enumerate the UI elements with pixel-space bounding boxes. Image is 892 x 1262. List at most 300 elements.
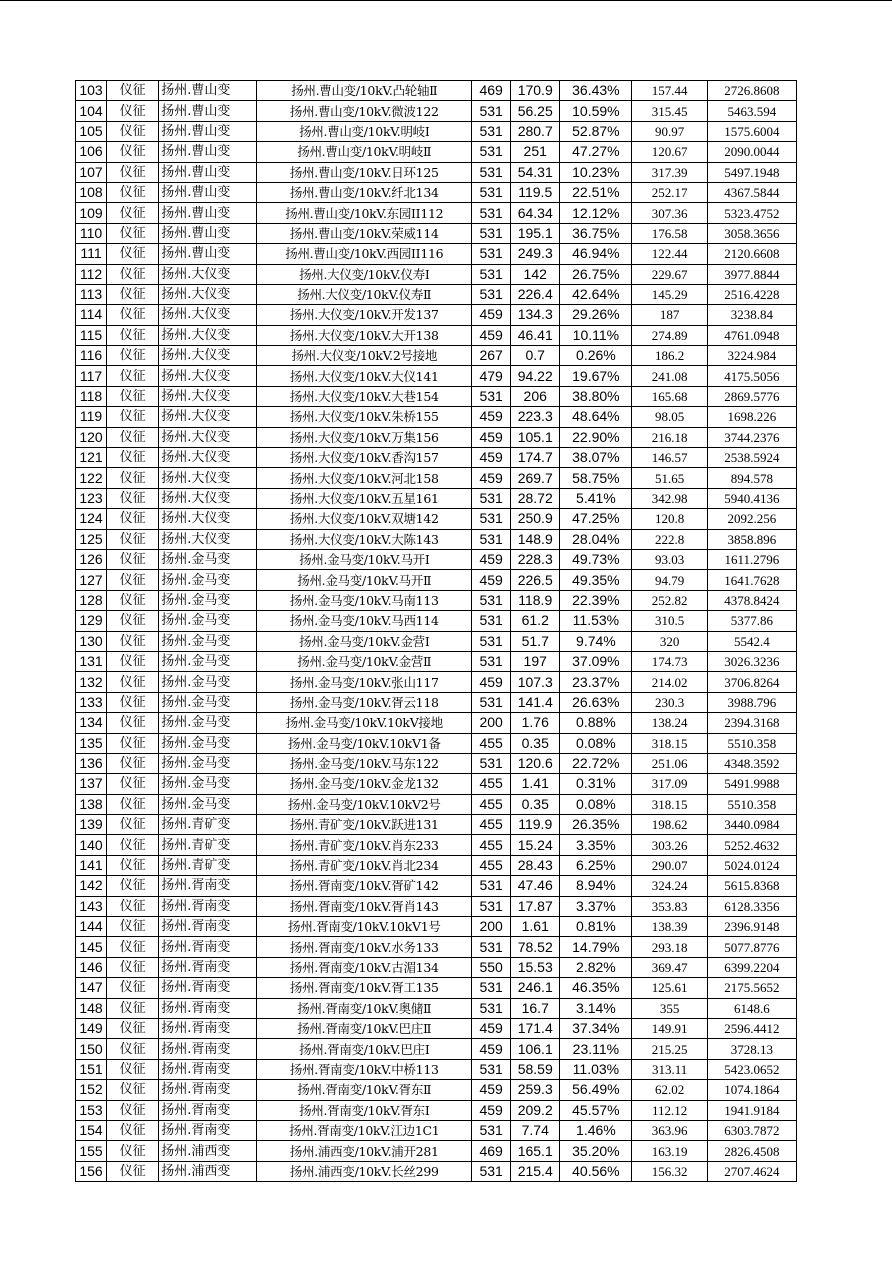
load-rate-cell: 2.82% bbox=[560, 957, 632, 977]
row-number-cell: 139 bbox=[76, 815, 107, 835]
table-row bbox=[76, 1120, 797, 1140]
capacity-cell: 455 bbox=[472, 855, 511, 875]
load-cell: 64.34 bbox=[511, 203, 560, 223]
substation-cell: 扬州.曹山变 bbox=[159, 81, 257, 101]
substation-cell: 扬州.胥南变 bbox=[159, 1059, 257, 1079]
remaining-kva-cell: 4175.5056 bbox=[707, 366, 796, 386]
county-cell: 仪征 bbox=[107, 264, 159, 284]
capacity-cell: 531 bbox=[472, 162, 511, 182]
capacity-cell: 531 bbox=[472, 611, 511, 631]
table-row bbox=[76, 957, 797, 977]
substation-cell: 扬州.金马变 bbox=[159, 753, 257, 773]
table-row bbox=[76, 305, 797, 325]
county-cell: 仪征 bbox=[107, 611, 159, 631]
row-number-cell: 106 bbox=[76, 142, 107, 162]
table-row bbox=[76, 1161, 797, 1181]
table-row bbox=[76, 1100, 797, 1120]
feeder-line-cell: 扬州.胥南变/10kV.胥东Ⅰ bbox=[257, 1100, 472, 1120]
remaining-kva-cell: 2090.0044 bbox=[707, 142, 796, 162]
feeder-line-cell: 扬州.胥南变/10kV.巴庄Ⅱ bbox=[257, 1018, 472, 1038]
load-rate-cell: 22.39% bbox=[560, 590, 632, 610]
row-number-cell: 116 bbox=[76, 346, 107, 366]
remaining-capacity-cell: 324.24 bbox=[632, 876, 707, 896]
table-row bbox=[76, 1039, 797, 1059]
feeder-line-cell: 扬州.浦西变/10kV.长丝299 bbox=[257, 1161, 472, 1181]
county-cell: 仪征 bbox=[107, 876, 159, 896]
row-number-cell: 115 bbox=[76, 325, 107, 345]
remaining-capacity-cell: 363.96 bbox=[632, 1120, 707, 1140]
load-rate-cell: 26.63% bbox=[560, 692, 632, 712]
feeder-line-cell: 扬州.金马变/10kV.金营Ⅰ bbox=[257, 631, 472, 651]
load-rate-cell: 10.11% bbox=[560, 325, 632, 345]
load-rate-cell: 40.56% bbox=[560, 1161, 632, 1181]
row-number-cell: 122 bbox=[76, 468, 107, 488]
substation-cell: 扬州.大仪变 bbox=[159, 264, 257, 284]
feeder-line-cell: 扬州.曹山变/10kV.东园II112 bbox=[257, 203, 472, 223]
substation-cell: 扬州.大仪变 bbox=[159, 407, 257, 427]
row-number-cell: 146 bbox=[76, 957, 107, 977]
capacity-cell: 531 bbox=[472, 998, 511, 1018]
feeder-load-table bbox=[75, 80, 797, 1182]
remaining-capacity-cell: 317.39 bbox=[632, 162, 707, 182]
load-cell: 28.72 bbox=[511, 488, 560, 508]
load-rate-cell: 22.72% bbox=[560, 753, 632, 773]
remaining-kva-cell: 2538.5924 bbox=[707, 448, 796, 468]
remaining-kva-cell: 3026.3236 bbox=[707, 651, 796, 671]
substation-cell: 扬州.大仪变 bbox=[159, 529, 257, 549]
substation-cell: 扬州.大仪变 bbox=[159, 346, 257, 366]
table-row bbox=[76, 835, 797, 855]
county-cell: 仪征 bbox=[107, 162, 159, 182]
row-number-cell: 135 bbox=[76, 733, 107, 753]
capacity-cell: 455 bbox=[472, 733, 511, 753]
remaining-capacity-cell: 216.18 bbox=[632, 427, 707, 447]
substation-cell: 扬州.大仪变 bbox=[159, 386, 257, 406]
load-cell: 206 bbox=[511, 386, 560, 406]
substation-cell: 扬州.青矿变 bbox=[159, 835, 257, 855]
row-number-cell: 128 bbox=[76, 590, 107, 610]
table-row bbox=[76, 529, 797, 549]
county-cell: 仪征 bbox=[107, 774, 159, 794]
capacity-cell: 455 bbox=[472, 794, 511, 814]
load-rate-cell: 0.26% bbox=[560, 346, 632, 366]
load-cell: 15.24 bbox=[511, 835, 560, 855]
substation-cell: 扬州.曹山变 bbox=[159, 223, 257, 243]
row-number-cell: 141 bbox=[76, 855, 107, 875]
load-rate-cell: 36.43% bbox=[560, 81, 632, 101]
remaining-kva-cell: 5323.4752 bbox=[707, 203, 796, 223]
load-rate-cell: 47.25% bbox=[560, 509, 632, 529]
capacity-cell: 459 bbox=[472, 1080, 511, 1100]
row-number-cell: 104 bbox=[76, 101, 107, 121]
substation-cell: 扬州.曹山变 bbox=[159, 101, 257, 121]
load-cell: 28.43 bbox=[511, 855, 560, 875]
remaining-kva-cell: 3224.984 bbox=[707, 346, 796, 366]
county-cell: 仪征 bbox=[107, 937, 159, 957]
county-cell: 仪征 bbox=[107, 590, 159, 610]
remaining-capacity-cell: 293.18 bbox=[632, 937, 707, 957]
feeder-line-cell: 扬州.大仪变/10kV.大巷154 bbox=[257, 386, 472, 406]
substation-cell: 扬州.曹山变 bbox=[159, 203, 257, 223]
load-rate-cell: 3.37% bbox=[560, 896, 632, 916]
row-number-cell: 117 bbox=[76, 366, 107, 386]
table-row bbox=[76, 142, 797, 162]
remaining-kva-cell: 2596.4412 bbox=[707, 1018, 796, 1038]
table-row bbox=[76, 407, 797, 427]
capacity-cell: 531 bbox=[472, 631, 511, 651]
remaining-kva-cell: 4761.0948 bbox=[707, 325, 796, 345]
capacity-cell: 469 bbox=[472, 1141, 511, 1161]
load-rate-cell: 6.25% bbox=[560, 855, 632, 875]
table-row bbox=[76, 937, 797, 957]
feeder-line-cell: 扬州.大仪变/10kV.双塘142 bbox=[257, 509, 472, 529]
remaining-capacity-cell: 252.17 bbox=[632, 182, 707, 202]
remaining-kva-cell: 5463.594 bbox=[707, 101, 796, 121]
load-cell: 280.7 bbox=[511, 121, 560, 141]
capacity-cell: 531 bbox=[472, 386, 511, 406]
feeder-line-cell: 扬州.胥南变/10kV.胥矿142 bbox=[257, 876, 472, 896]
load-rate-cell: 47.27% bbox=[560, 142, 632, 162]
remaining-kva-cell: 2726.8608 bbox=[707, 81, 796, 101]
row-number-cell: 119 bbox=[76, 407, 107, 427]
load-rate-cell: 0.88% bbox=[560, 713, 632, 733]
county-cell: 仪征 bbox=[107, 1161, 159, 1181]
load-cell: 246.1 bbox=[511, 978, 560, 998]
substation-cell: 扬州.大仪变 bbox=[159, 488, 257, 508]
table-row bbox=[76, 631, 797, 651]
load-cell: 209.2 bbox=[511, 1100, 560, 1120]
county-cell: 仪征 bbox=[107, 488, 159, 508]
remaining-capacity-cell: 315.45 bbox=[632, 101, 707, 121]
county-cell: 仪征 bbox=[107, 794, 159, 814]
load-rate-cell: 22.51% bbox=[560, 182, 632, 202]
substation-cell: 扬州.大仪变 bbox=[159, 305, 257, 325]
load-cell: 141.4 bbox=[511, 692, 560, 712]
table-row bbox=[76, 121, 797, 141]
load-rate-cell: 0.08% bbox=[560, 733, 632, 753]
load-rate-cell: 46.94% bbox=[560, 244, 632, 264]
row-number-cell: 144 bbox=[76, 917, 107, 937]
capacity-cell: 531 bbox=[472, 753, 511, 773]
substation-cell: 扬州.胥南变 bbox=[159, 1080, 257, 1100]
remaining-kva-cell: 1575.6004 bbox=[707, 121, 796, 141]
county-cell: 仪征 bbox=[107, 896, 159, 916]
load-cell: 58.59 bbox=[511, 1059, 560, 1079]
substation-cell: 扬州.金马变 bbox=[159, 713, 257, 733]
substation-cell: 扬州.胥南变 bbox=[159, 1039, 257, 1059]
remaining-kva-cell: 3728.13 bbox=[707, 1039, 796, 1059]
feeder-line-cell: 扬州.大仪变/10kV.五星161 bbox=[257, 488, 472, 508]
remaining-capacity-cell: 229.67 bbox=[632, 264, 707, 284]
remaining-capacity-cell: 274.89 bbox=[632, 325, 707, 345]
remaining-kva-cell: 5940.4136 bbox=[707, 488, 796, 508]
remaining-capacity-cell: 125.61 bbox=[632, 978, 707, 998]
substation-cell: 扬州.浦西变 bbox=[159, 1141, 257, 1161]
capacity-cell: 459 bbox=[472, 448, 511, 468]
row-number-cell: 127 bbox=[76, 570, 107, 590]
table-row bbox=[76, 468, 797, 488]
substation-cell: 扬州.曹山变 bbox=[159, 182, 257, 202]
county-cell: 仪征 bbox=[107, 1018, 159, 1038]
remaining-capacity-cell: 215.25 bbox=[632, 1039, 707, 1059]
page-top-rule bbox=[0, 0, 892, 1]
feeder-line-cell: 扬州.金马变/10kV.金营Ⅱ bbox=[257, 651, 472, 671]
remaining-capacity-cell: 138.24 bbox=[632, 713, 707, 733]
load-cell: 7.74 bbox=[511, 1120, 560, 1140]
table-row bbox=[76, 692, 797, 712]
remaining-kva-cell: 1941.9184 bbox=[707, 1100, 796, 1120]
table-row bbox=[76, 815, 797, 835]
remaining-capacity-cell: 174.73 bbox=[632, 651, 707, 671]
load-cell: 165.1 bbox=[511, 1141, 560, 1161]
load-rate-cell: 5.41% bbox=[560, 488, 632, 508]
row-number-cell: 105 bbox=[76, 121, 107, 141]
table-row bbox=[76, 509, 797, 529]
table-row bbox=[76, 917, 797, 937]
capacity-cell: 531 bbox=[472, 284, 511, 304]
load-cell: 215.4 bbox=[511, 1161, 560, 1181]
remaining-kva-cell: 4367.5844 bbox=[707, 182, 796, 202]
capacity-cell: 531 bbox=[472, 529, 511, 549]
table-row bbox=[76, 896, 797, 916]
load-cell: 54.31 bbox=[511, 162, 560, 182]
capacity-cell: 531 bbox=[472, 1161, 511, 1181]
county-cell: 仪征 bbox=[107, 81, 159, 101]
remaining-capacity-cell: 51.65 bbox=[632, 468, 707, 488]
substation-cell: 扬州.曹山变 bbox=[159, 162, 257, 182]
remaining-kva-cell: 5497.1948 bbox=[707, 162, 796, 182]
county-cell: 仪征 bbox=[107, 305, 159, 325]
table-row bbox=[76, 998, 797, 1018]
capacity-cell: 531 bbox=[472, 590, 511, 610]
substation-cell: 扬州.金马变 bbox=[159, 733, 257, 753]
county-cell: 仪征 bbox=[107, 182, 159, 202]
county-cell: 仪征 bbox=[107, 244, 159, 264]
county-cell: 仪征 bbox=[107, 529, 159, 549]
remaining-kva-cell: 2175.5652 bbox=[707, 978, 796, 998]
load-cell: 170.9 bbox=[511, 81, 560, 101]
load-cell: 0.7 bbox=[511, 346, 560, 366]
row-number-cell: 113 bbox=[76, 284, 107, 304]
load-cell: 226.4 bbox=[511, 284, 560, 304]
substation-cell: 扬州.大仪变 bbox=[159, 509, 257, 529]
county-cell: 仪征 bbox=[107, 142, 159, 162]
capacity-cell: 531 bbox=[472, 692, 511, 712]
capacity-cell: 531 bbox=[472, 1059, 511, 1079]
load-cell: 269.7 bbox=[511, 468, 560, 488]
capacity-cell: 459 bbox=[472, 1039, 511, 1059]
capacity-cell: 531 bbox=[472, 142, 511, 162]
capacity-cell: 200 bbox=[472, 713, 511, 733]
load-rate-cell: 26.75% bbox=[560, 264, 632, 284]
county-cell: 仪征 bbox=[107, 407, 159, 427]
load-rate-cell: 26.35% bbox=[560, 815, 632, 835]
feeder-line-cell: 扬州.青矿变/10kV.肖北234 bbox=[257, 855, 472, 875]
county-cell: 仪征 bbox=[107, 101, 159, 121]
row-number-cell: 103 bbox=[76, 81, 107, 101]
remaining-kva-cell: 2092.256 bbox=[707, 509, 796, 529]
county-cell: 仪征 bbox=[107, 855, 159, 875]
remaining-kva-cell: 2869.5776 bbox=[707, 386, 796, 406]
capacity-cell: 531 bbox=[472, 876, 511, 896]
capacity-cell: 479 bbox=[472, 366, 511, 386]
substation-cell: 扬州.浦西变 bbox=[159, 1161, 257, 1181]
load-rate-cell: 0.31% bbox=[560, 774, 632, 794]
load-cell: 1.41 bbox=[511, 774, 560, 794]
row-number-cell: 125 bbox=[76, 529, 107, 549]
row-number-cell: 147 bbox=[76, 978, 107, 998]
load-cell: 1.76 bbox=[511, 713, 560, 733]
remaining-capacity-cell: 310.5 bbox=[632, 611, 707, 631]
county-cell: 仪征 bbox=[107, 1080, 159, 1100]
load-cell: 174.7 bbox=[511, 448, 560, 468]
table-row bbox=[76, 1059, 797, 1079]
load-rate-cell: 49.35% bbox=[560, 570, 632, 590]
remaining-kva-cell: 3058.3656 bbox=[707, 223, 796, 243]
remaining-capacity-cell: 146.57 bbox=[632, 448, 707, 468]
feeder-line-cell: 扬州.金马变/10kV.马开Ⅱ bbox=[257, 570, 472, 590]
county-cell: 仪征 bbox=[107, 284, 159, 304]
row-number-cell: 153 bbox=[76, 1100, 107, 1120]
table-row bbox=[76, 672, 797, 692]
capacity-cell: 200 bbox=[472, 917, 511, 937]
load-cell: 106.1 bbox=[511, 1039, 560, 1059]
capacity-cell: 459 bbox=[472, 549, 511, 569]
table-row bbox=[76, 386, 797, 406]
load-cell: 119.9 bbox=[511, 815, 560, 835]
county-cell: 仪征 bbox=[107, 1141, 159, 1161]
feeder-line-cell: 扬州.曹山变/10kV.凸轮轴Ⅱ bbox=[257, 81, 472, 101]
table-row bbox=[76, 855, 797, 875]
load-rate-cell: 48.64% bbox=[560, 407, 632, 427]
load-rate-cell: 45.57% bbox=[560, 1100, 632, 1120]
capacity-cell: 459 bbox=[472, 570, 511, 590]
table-row bbox=[76, 651, 797, 671]
remaining-capacity-cell: 138.39 bbox=[632, 917, 707, 937]
substation-cell: 扬州.胥南变 bbox=[159, 957, 257, 977]
remaining-kva-cell: 5491.9988 bbox=[707, 774, 796, 794]
county-cell: 仪征 bbox=[107, 978, 159, 998]
capacity-cell: 459 bbox=[472, 1100, 511, 1120]
load-rate-cell: 37.09% bbox=[560, 651, 632, 671]
load-cell: 94.22 bbox=[511, 366, 560, 386]
county-cell: 仪征 bbox=[107, 448, 159, 468]
table-row bbox=[76, 427, 797, 447]
feeder-line-cell: 扬州.金马变/10kV.胥云118 bbox=[257, 692, 472, 712]
county-cell: 仪征 bbox=[107, 753, 159, 773]
remaining-capacity-cell: 318.15 bbox=[632, 794, 707, 814]
load-rate-cell: 11.03% bbox=[560, 1059, 632, 1079]
table-row bbox=[76, 182, 797, 202]
remaining-kva-cell: 2396.9148 bbox=[707, 917, 796, 937]
feeder-line-cell: 扬州.大仪变/10kV.2号接地 bbox=[257, 346, 472, 366]
remaining-kva-cell: 5377.86 bbox=[707, 611, 796, 631]
table-row bbox=[76, 876, 797, 896]
load-cell: 78.52 bbox=[511, 937, 560, 957]
load-rate-cell: 3.35% bbox=[560, 835, 632, 855]
county-cell: 仪征 bbox=[107, 815, 159, 835]
remaining-kva-cell: 5423.0652 bbox=[707, 1059, 796, 1079]
substation-cell: 扬州.胥南变 bbox=[159, 1018, 257, 1038]
remaining-capacity-cell: 98.05 bbox=[632, 407, 707, 427]
feeder-line-cell: 扬州.胥南变/10kV.古湄134 bbox=[257, 957, 472, 977]
remaining-kva-cell: 2826.4508 bbox=[707, 1141, 796, 1161]
table-row bbox=[76, 203, 797, 223]
row-number-cell: 138 bbox=[76, 794, 107, 814]
row-number-cell: 130 bbox=[76, 631, 107, 651]
feeder-line-cell: 扬州.曹山变/10kV.西园II116 bbox=[257, 244, 472, 264]
remaining-kva-cell: 6148.6 bbox=[707, 998, 796, 1018]
feeder-line-cell: 扬州.胥南变/10kV.胥工135 bbox=[257, 978, 472, 998]
load-rate-cell: 10.23% bbox=[560, 162, 632, 182]
substation-cell: 扬州.青矿变 bbox=[159, 815, 257, 835]
row-number-cell: 152 bbox=[76, 1080, 107, 1100]
load-rate-cell: 12.12% bbox=[560, 203, 632, 223]
table-row bbox=[76, 81, 797, 101]
county-cell: 仪征 bbox=[107, 998, 159, 1018]
load-rate-cell: 46.35% bbox=[560, 978, 632, 998]
table-row bbox=[76, 101, 797, 121]
remaining-capacity-cell: 222.8 bbox=[632, 529, 707, 549]
load-cell: 119.5 bbox=[511, 182, 560, 202]
remaining-capacity-cell: 290.07 bbox=[632, 855, 707, 875]
load-rate-cell: 29.26% bbox=[560, 305, 632, 325]
table-row bbox=[76, 264, 797, 284]
substation-cell: 扬州.胥南变 bbox=[159, 917, 257, 937]
load-cell: 228.3 bbox=[511, 549, 560, 569]
load-rate-cell: 8.94% bbox=[560, 876, 632, 896]
load-rate-cell: 36.75% bbox=[560, 223, 632, 243]
load-rate-cell: 37.34% bbox=[560, 1018, 632, 1038]
county-cell: 仪征 bbox=[107, 570, 159, 590]
remaining-capacity-cell: 94.79 bbox=[632, 570, 707, 590]
load-cell: 51.7 bbox=[511, 631, 560, 651]
county-cell: 仪征 bbox=[107, 203, 159, 223]
row-number-cell: 107 bbox=[76, 162, 107, 182]
capacity-cell: 531 bbox=[472, 264, 511, 284]
table-row bbox=[76, 713, 797, 733]
load-rate-cell: 3.14% bbox=[560, 998, 632, 1018]
remaining-capacity-cell: 122.44 bbox=[632, 244, 707, 264]
capacity-cell: 459 bbox=[472, 305, 511, 325]
substation-cell: 扬州.金马变 bbox=[159, 794, 257, 814]
county-cell: 仪征 bbox=[107, 121, 159, 141]
remaining-capacity-cell: 120.8 bbox=[632, 509, 707, 529]
county-cell: 仪征 bbox=[107, 223, 159, 243]
capacity-cell: 459 bbox=[472, 325, 511, 345]
capacity-cell: 469 bbox=[472, 81, 511, 101]
feeder-line-cell: 扬州.金马变/10kV.金龙132 bbox=[257, 774, 472, 794]
capacity-cell: 531 bbox=[472, 223, 511, 243]
remaining-kva-cell: 6128.3356 bbox=[707, 896, 796, 916]
remaining-kva-cell: 3744.2376 bbox=[707, 427, 796, 447]
row-number-cell: 150 bbox=[76, 1039, 107, 1059]
remaining-kva-cell: 1074.1864 bbox=[707, 1080, 796, 1100]
load-cell: 148.9 bbox=[511, 529, 560, 549]
load-cell: 0.35 bbox=[511, 733, 560, 753]
remaining-capacity-cell: 157.44 bbox=[632, 81, 707, 101]
load-cell: 251 bbox=[511, 142, 560, 162]
remaining-kva-cell: 2394.3168 bbox=[707, 713, 796, 733]
table-row bbox=[76, 1080, 797, 1100]
remaining-kva-cell: 5252.4632 bbox=[707, 835, 796, 855]
row-number-cell: 149 bbox=[76, 1018, 107, 1038]
county-cell: 仪征 bbox=[107, 366, 159, 386]
row-number-cell: 114 bbox=[76, 305, 107, 325]
load-rate-cell: 1.46% bbox=[560, 1120, 632, 1140]
row-number-cell: 154 bbox=[76, 1120, 107, 1140]
load-cell: 46.41 bbox=[511, 325, 560, 345]
